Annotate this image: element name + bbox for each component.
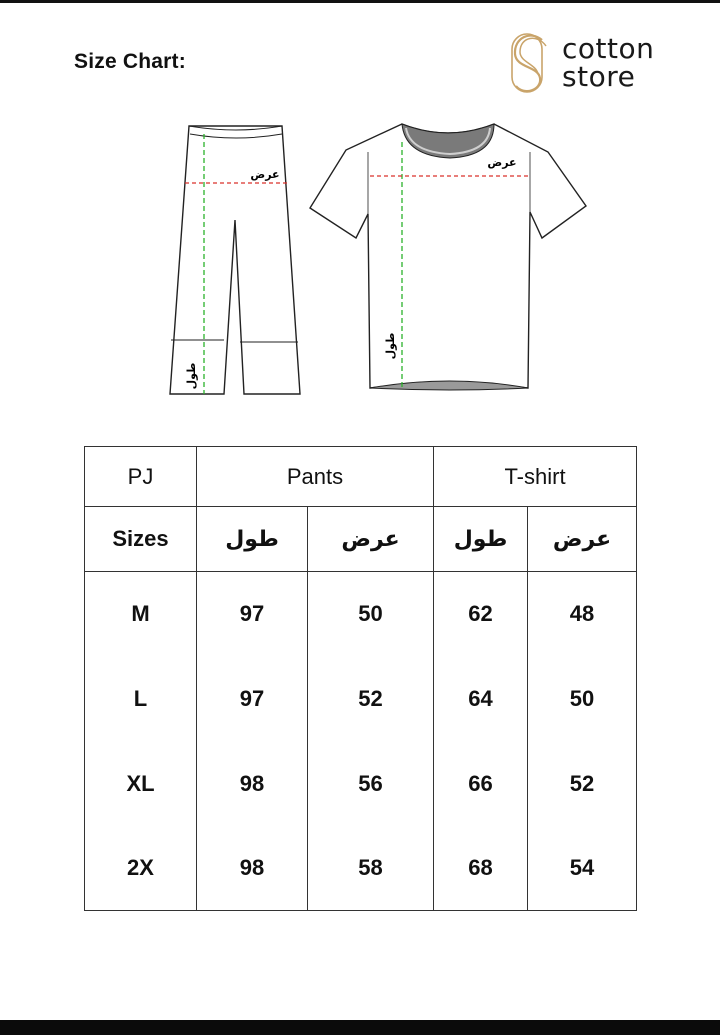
tshirt-length-cell: 66 (434, 742, 528, 827)
logo-text-store: store (562, 60, 636, 93)
table-row (85, 572, 637, 657)
logo-mark-icon (508, 28, 554, 98)
pants-length-label: طول (185, 362, 198, 390)
pants-length-cell: 97 (197, 572, 308, 657)
tshirt-width-cell: 50 (528, 657, 637, 742)
pants-length-cell: 98 (197, 742, 308, 827)
tshirt-length-cell: 62 (434, 572, 528, 657)
pants-width-label: عرض (250, 168, 280, 181)
tshirt-width-cell: 48 (528, 572, 637, 657)
tshirt-width-cell: 54 (528, 827, 637, 911)
size-cell: M (85, 572, 197, 657)
pants-length-cell: 97 (197, 657, 308, 742)
page-title: Size Chart: (74, 50, 186, 73)
top-border (0, 0, 720, 3)
garment-diagram (160, 112, 600, 412)
tshirt-length-header: طول (434, 507, 528, 572)
tshirt-drawing (310, 124, 586, 390)
pants-width-header: عرض (308, 507, 434, 572)
sizes-header: Sizes (85, 507, 197, 572)
pants-length-cell: 98 (197, 827, 308, 911)
tshirt-length-cell: 64 (434, 657, 528, 742)
size-cell: 2X (85, 827, 197, 911)
bottom-border (0, 1020, 720, 1035)
tshirt-width-cell: 52 (528, 742, 637, 827)
tshirt-width-header: عرض (528, 507, 637, 572)
pj-header: PJ (85, 447, 197, 507)
tshirt-length-cell: 68 (434, 827, 528, 911)
pants-header: Pants (197, 447, 434, 507)
table-subheader-row (85, 507, 637, 572)
table-row (85, 742, 637, 827)
pants-length-header: طول (197, 507, 308, 572)
tshirt-width-label: عرض (487, 156, 517, 169)
size-table (84, 446, 637, 911)
brand-logo (508, 28, 678, 100)
size-cell: XL (85, 742, 197, 827)
pants-width-cell: 56 (308, 742, 434, 827)
pants-drawing (170, 126, 300, 394)
table-row (85, 827, 637, 911)
pants-width-cell: 50 (308, 572, 434, 657)
tshirt-header: T-shirt (434, 447, 637, 507)
table-row (85, 657, 637, 742)
tshirt-length-label: طول (384, 332, 397, 360)
logo-text-cotton: cotton (562, 32, 655, 65)
size-cell: L (85, 657, 197, 742)
pants-width-cell: 58 (308, 827, 434, 911)
pants-width-cell: 52 (308, 657, 434, 742)
table-header-row (85, 447, 637, 507)
